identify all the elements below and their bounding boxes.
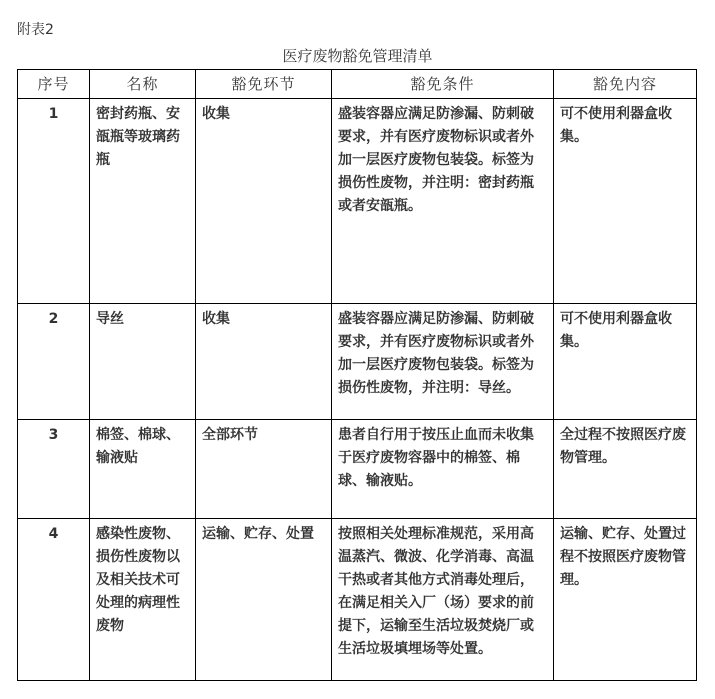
table-title: 医疗废物豁免管理清单 (282, 47, 433, 65)
cell-name: 棉签、棉球、输液贴 (90, 420, 196, 519)
table-row (18, 420, 697, 519)
cell-stage: 运输、贮存、处置 (196, 519, 332, 681)
cell-content: 运输、贮存、处置过程不按照医疗废物管理。 (554, 519, 697, 681)
cell-content: 可不使用利器盒收集。 (554, 304, 697, 420)
cell-condition: 盛装容器应满足防渗漏、防刺破要求，并有医疗废物标识或者外加一层医疗废物包装袋。标签为损伤性废物，并注明：密封药瓶或者安瓿瓶。 (332, 99, 554, 304)
cell-stage: 收集 (196, 304, 332, 420)
header-stage: 豁免环节 (196, 70, 332, 99)
cell-condition: 盛装容器应满足防渗漏、防刺破要求，并有医疗废物标识或者外加一层医疗废物包装袋。标签为损伤性废物，并注明：导丝。 (332, 304, 554, 420)
cell-name: 感染性废物、损伤性废物以及相关技术可处理的病理性废物 (90, 519, 196, 681)
cell-condition: 按照相关处理标准规范，采用高温蒸汽、微波、化学消毒、高温干热或者其他方式消毒处理后，在满足相关入厂（场）要求的前提下，运输至生活垃圾焚烧厂或生活垃圾填埋场等处置。 (332, 519, 554, 681)
cell-content: 全过程不按照医疗废物管理。 (554, 420, 697, 519)
cell-stage: 收集 (196, 99, 332, 304)
appendix-caption: 附表2 (17, 22, 54, 38)
cell-name: 导丝 (90, 304, 196, 420)
table-row (18, 99, 697, 304)
cell-name: 密封药瓶、安瓿瓶等玻璃药瓶 (90, 99, 196, 304)
header-content: 豁免内容 (554, 70, 697, 99)
header-condition: 豁免条件 (332, 70, 554, 99)
exemption-table (17, 69, 697, 681)
header-no: 序号 (18, 70, 90, 99)
cell-content: 可不使用利器盒收集。 (554, 99, 697, 304)
cell-stage: 全部环节 (196, 420, 332, 519)
cell-no: 1 (18, 99, 90, 304)
table-row (18, 304, 697, 420)
table-header-row (18, 70, 697, 99)
cell-no: 4 (18, 519, 90, 681)
cell-condition: 患者自行用于按压止血而未收集于医疗废物容器中的棉签、棉球、输液贴。 (332, 420, 554, 519)
cell-no: 3 (18, 420, 90, 519)
table-row (18, 519, 697, 681)
cell-no: 2 (18, 304, 90, 420)
header-name: 名称 (90, 70, 196, 99)
